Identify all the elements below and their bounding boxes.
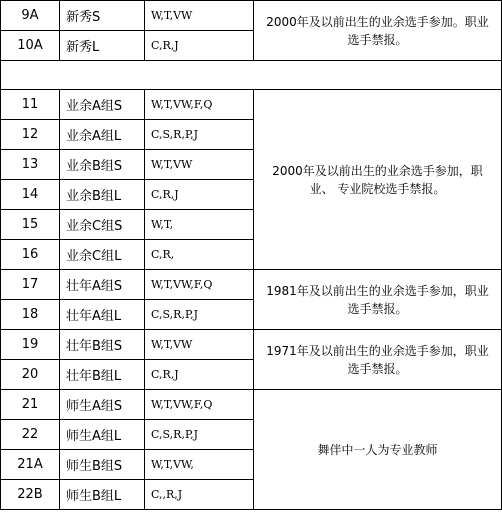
dance-list: W,T,VW	[145, 150, 254, 180]
eligibility-note-senior-a: 1981年及以前出生的业余选手参加，职业选手禁报。	[254, 270, 502, 330]
group-number: 14	[1, 180, 60, 210]
group-name: 业余A组L	[60, 120, 145, 150]
group-name: 师生A组S	[60, 390, 145, 420]
eligibility-note-senior-b: 1971年及以前出生的业余选手参加，职业选手禁报。	[254, 330, 502, 390]
dance-list: W,T,VW,F,Q	[145, 390, 254, 420]
dance-list: C,R,J	[145, 360, 254, 390]
group-name: 业余A组S	[60, 90, 145, 120]
dance-list: W,T,	[145, 210, 254, 240]
table-row	[1, 90, 502, 120]
group-number: 15	[1, 210, 60, 240]
table-row	[1, 1, 502, 31]
group-number: 12	[1, 120, 60, 150]
dance-list: W,T,VW,F,Q	[145, 90, 254, 120]
dance-list: W,T,VW	[145, 1, 254, 31]
dance-list: C,R,J	[145, 180, 254, 210]
group-name: 业余C组S	[60, 210, 145, 240]
eligibility-note-teacher-student: 舞伴中一人为专业教师	[254, 390, 502, 510]
table-row	[1, 390, 502, 420]
dance-list: W,T,VW,	[145, 450, 254, 480]
group-name: 壮年A组L	[60, 300, 145, 330]
table-row	[1, 270, 502, 300]
group-number: 18	[1, 300, 60, 330]
dance-list: C,S,R,P,J	[145, 300, 254, 330]
eligibility-note-rookie: 2000年及以前出生的业余选手参加。职业选手禁报。	[254, 1, 502, 61]
group-number: 19	[1, 330, 60, 360]
separator-row	[1, 61, 502, 90]
group-name: 师生B组S	[60, 450, 145, 480]
group-number: 21	[1, 390, 60, 420]
dance-list: C,S,R,P,J	[145, 120, 254, 150]
group-number: 17	[1, 270, 60, 300]
group-name: 壮年B组S	[60, 330, 145, 360]
group-number: 9A	[1, 1, 60, 31]
group-number: 22	[1, 420, 60, 450]
dance-list: C,S,R,P,J	[145, 420, 254, 450]
group-number: 10A	[1, 31, 60, 61]
dance-list: W,T,VW,F,Q	[145, 270, 254, 300]
group-number: 20	[1, 360, 60, 390]
table-row	[1, 330, 502, 360]
group-name: 新秀S	[60, 1, 145, 31]
group-name: 业余B组S	[60, 150, 145, 180]
group-name: 新秀L	[60, 31, 145, 61]
group-name: 师生A组L	[60, 420, 145, 450]
group-number: 21A	[1, 450, 60, 480]
eligibility-note-amateur: 2000年及以前出生的业余选手参加，职业、 专业院校选手禁报。	[254, 90, 502, 270]
dance-list: W,T,VW	[145, 330, 254, 360]
group-number: 22B	[1, 480, 60, 510]
dance-list: C,R,	[145, 240, 254, 270]
group-name: 业余C组L	[60, 240, 145, 270]
group-name: 师生B组L	[60, 480, 145, 510]
group-number: 13	[1, 150, 60, 180]
dance-list: C,R,J	[145, 31, 254, 61]
group-number: 16	[1, 240, 60, 270]
group-name: 业余B组L	[60, 180, 145, 210]
dance-list: C,,R,J	[145, 480, 254, 510]
group-name: 壮年B组L	[60, 360, 145, 390]
group-number: 11	[1, 90, 60, 120]
blank-cell	[1, 61, 502, 90]
group-name: 壮年A组S	[60, 270, 145, 300]
